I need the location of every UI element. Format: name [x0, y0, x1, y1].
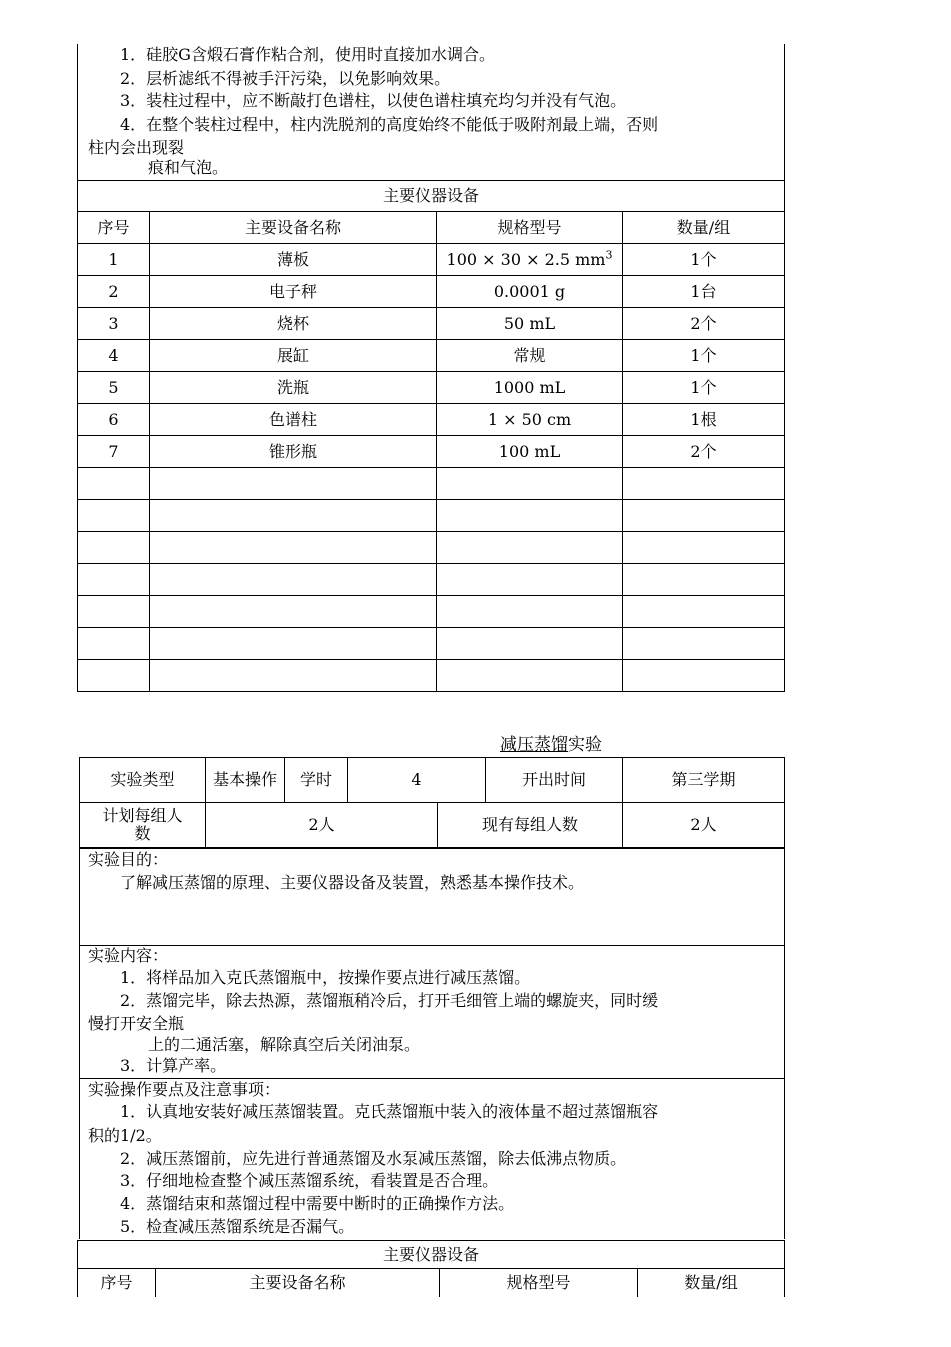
header-name: 主要设备名称: [150, 212, 437, 244]
table-row: [78, 404, 785, 436]
header-qty: 数量/组: [638, 1269, 785, 1297]
precaution-line: 3．仔细地检查整个减压蒸馏系统，看装置是否合理。: [120, 1171, 499, 1190]
spec-superscript: 3: [605, 248, 613, 262]
cell-qty: 1根: [623, 404, 785, 436]
table-row-empty: [78, 500, 785, 532]
start-label: 开出时间: [486, 758, 623, 803]
table-row: [78, 276, 785, 308]
section-title: [500, 730, 602, 755]
cell-qty: 1个: [623, 244, 785, 276]
top-notes: [77, 44, 785, 180]
plan-value: 2人: [206, 803, 438, 848]
note-line: 2．层析滤纸不得被手汗污染，以免影响效果。: [120, 69, 451, 88]
content-line: 1．将样品加入克氏蒸馏瓶中，按操作要点进行减压蒸馏。: [120, 968, 531, 987]
table-row-empty: [78, 628, 785, 660]
table-title: 主要仪器设备: [78, 1241, 785, 1269]
cell-name: 色谱柱: [150, 404, 437, 436]
table-row-empty: [78, 564, 785, 596]
plan-label-line-1: 计划每组人: [102, 806, 183, 825]
precaution-line: 积的1/2。: [88, 1126, 162, 1145]
cell-qty: 2个: [623, 308, 785, 340]
header-spec: 规格型号: [437, 212, 623, 244]
table-row: [78, 372, 785, 404]
current-label: 现有每组人数: [438, 803, 623, 848]
note-line: 3．装柱过程中，应不断敲打色谱柱，以使色谱柱填充均匀并没有气泡。: [120, 91, 627, 110]
content-line: 3．计算产率。: [120, 1056, 227, 1075]
cell-no: 3: [78, 308, 150, 340]
note-line: 4．在整个装柱过程中，柱内洗脱剂的高度始终不能低于吸附剂最上端，否则: [120, 115, 659, 134]
purpose-block: [79, 848, 785, 946]
cell-no: 5: [78, 372, 150, 404]
equipment-table-2: [77, 1240, 785, 1297]
cell-qty: 1个: [623, 340, 785, 372]
cell-no: 6: [78, 404, 150, 436]
cell-spec: [437, 244, 623, 276]
cell-qty: 1个: [623, 372, 785, 404]
cell-name: 洗瓶: [150, 372, 437, 404]
cell-no: 2: [78, 276, 150, 308]
cell-spec: 100 mL: [437, 436, 623, 468]
cell-qty: 1台: [623, 276, 785, 308]
type-label: 实验类型: [80, 758, 206, 803]
table-row: [78, 340, 785, 372]
cell-qty: 2个: [623, 436, 785, 468]
note-line: 柱内会出现裂: [88, 138, 185, 157]
hours-value: 4: [348, 758, 486, 803]
content-line: 慢打开安全瓶: [88, 1014, 185, 1033]
plan-label-line-2: 数: [134, 824, 151, 843]
table-row-empty: [78, 660, 785, 692]
cell-spec: 0.0001 g: [437, 276, 623, 308]
precaution-line: 4．蒸馏结束和蒸馏过程中需要中断时的正确操作方法。: [120, 1194, 515, 1213]
cell-name: 薄板: [150, 244, 437, 276]
info-table: [79, 757, 785, 848]
type-value: 基本操作: [206, 758, 285, 803]
content-line: 2．蒸馏完毕，除去热源，蒸馏瓶稍冷后，打开毛细管上端的螺旋夹，同时缓: [120, 991, 659, 1010]
current-value: 2人: [623, 803, 785, 848]
cell-no: 4: [78, 340, 150, 372]
header-no: 序号: [78, 212, 150, 244]
cell-no: 7: [78, 436, 150, 468]
header-spec: 规格型号: [440, 1269, 638, 1297]
spec-text: 100 × 30 × 2.5 mm: [446, 249, 606, 269]
cell-spec: 1000 mL: [437, 372, 623, 404]
cell-spec: 50 mL: [437, 308, 623, 340]
table-row: [78, 436, 785, 468]
purpose-label: 实验目的：: [88, 850, 169, 869]
header-name: 主要设备名称: [156, 1269, 440, 1297]
precautions-label: 实验操作要点及注意事项：: [88, 1080, 281, 1099]
cell-no: 1: [78, 244, 150, 276]
equipment-table-1: [77, 180, 785, 692]
precaution-line: 5．检查减压蒸馏系统是否漏气。: [120, 1217, 355, 1236]
cell-name: 烧杯: [150, 308, 437, 340]
precaution-line: 2．减压蒸馏前，应先进行普通蒸馏及水泵减压蒸馏，除去低沸点物质。: [120, 1149, 627, 1168]
cell-spec: 常规: [437, 340, 623, 372]
content-line: 上的二通活塞，解除真空后关闭油泵。: [148, 1035, 421, 1054]
content-block: [79, 945, 785, 1079]
content-label: 实验内容：: [88, 946, 169, 965]
table-title: 主要仪器设备: [78, 181, 785, 212]
table-row-empty: [78, 468, 785, 500]
start-value: 第三学期: [623, 758, 785, 803]
table-row: [78, 308, 785, 340]
purpose-text: 了解减压蒸馏的原理、主要仪器设备及装置，熟悉基本操作技术。: [120, 873, 585, 892]
precautions-block: [79, 1079, 785, 1239]
section-title-underlined: 减压蒸馏: [500, 735, 568, 755]
note-line: 痕和气泡。: [148, 158, 229, 177]
table-row-empty: [78, 532, 785, 564]
hours-label: 学时: [285, 758, 348, 803]
cell-name: 电子秤: [150, 276, 437, 308]
table-row: [78, 244, 785, 276]
precaution-line: 1．认真地安装好减压蒸馏装置。克氏蒸馏瓶中装入的液体量不超过蒸馏瓶容: [120, 1102, 659, 1121]
cell-name: 展缸: [150, 340, 437, 372]
cell-spec: 1 × 50 cm: [437, 404, 623, 436]
section-title-rest: 实验: [568, 735, 602, 755]
plan-label: [80, 803, 206, 848]
header-qty: 数量/组: [623, 212, 785, 244]
cell-name: 锥形瓶: [150, 436, 437, 468]
table-row-empty: [78, 596, 785, 628]
header-no: 序号: [78, 1269, 156, 1297]
note-line: 1．硅胶G含煅石膏作粘合剂，使用时直接加水调合。: [120, 45, 495, 64]
